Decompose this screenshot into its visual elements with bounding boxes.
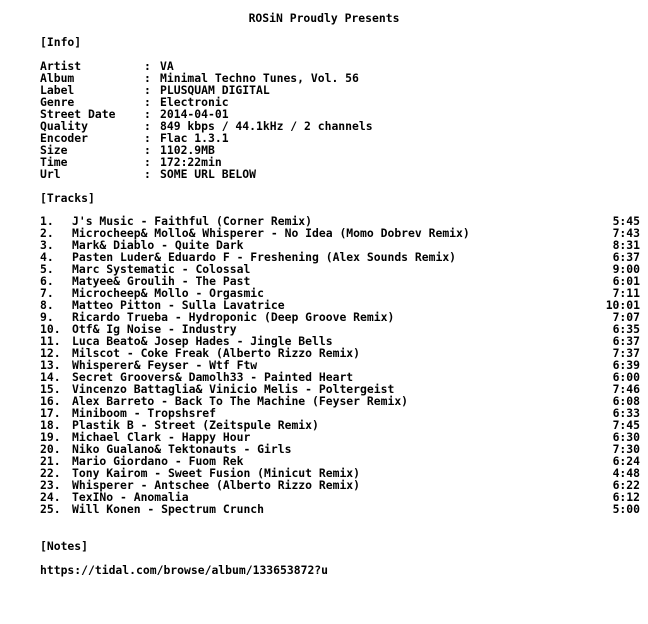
track-title: Vincenzo Battaglia& Vinicio Melis - Poltergeist — [72, 382, 395, 396]
info-separator: : — [144, 155, 151, 169]
info-separator: : — [144, 95, 151, 109]
track-number: 16. — [40, 394, 61, 408]
track-title: Ricardo Trueba - Hydroponic (Deep Groove Remix) — [72, 310, 395, 324]
track-title: Alex Barreto - Back To The Machine (Feyser Remix) — [72, 394, 409, 408]
info-key: Time — [40, 155, 68, 169]
track-row — [40, 503, 640, 515]
info-separator: : — [144, 167, 151, 181]
track-duration: 7:07 — [612, 310, 640, 324]
info-key: Album — [40, 71, 75, 85]
track-duration: 6:01 — [612, 274, 640, 288]
track-duration: 7:46 — [612, 382, 640, 396]
track-number: 25. — [40, 502, 61, 516]
track-number: 14. — [40, 370, 61, 384]
track-duration: 6:00 — [612, 370, 640, 384]
track-number: 3. — [40, 238, 54, 252]
track-title: Secret Groovers& Damolh33 - Painted Heart — [72, 370, 354, 384]
info-key: Genre — [40, 95, 75, 109]
track-title: Niko Gualano& Tektonauts - Girls — [72, 442, 292, 456]
track-duration: 6:37 — [612, 334, 640, 348]
info-key: Size — [40, 143, 68, 157]
info-value: PLUSQUAM DIGITAL — [160, 83, 270, 97]
track-number: 19. — [40, 430, 61, 444]
track-title: Pasten Luder& Eduardo F - Freshening (Alex Sounds Remix) — [72, 250, 457, 264]
info-value: SOME URL BELOW — [160, 167, 257, 181]
info-separator: : — [144, 71, 151, 85]
info-value: 1102.9MB — [160, 143, 215, 157]
track-title: Matyee& Groulih - The Past — [72, 274, 251, 288]
track-title: Microcheep& Mollo - Orgasmic — [72, 286, 265, 300]
track-duration: 7:37 — [612, 346, 640, 360]
track-duration: 6:33 — [612, 406, 640, 420]
track-title: Plastik B - Street (Zeitspule Remix) — [72, 418, 319, 432]
track-number: 5. — [40, 262, 54, 276]
track-duration: 10:01 — [605, 298, 640, 312]
track-duration: 9:00 — [612, 262, 640, 276]
track-duration: 6:37 — [612, 250, 640, 264]
track-title: Matteo Pitton - Sulla Lavatrice — [72, 298, 285, 312]
track-number: 6. — [40, 274, 54, 288]
info-value: 849 kbps / 44.1kHz / 2 channels — [160, 119, 373, 133]
track-number: 21. — [40, 454, 61, 468]
track-duration: 5:45 — [612, 214, 640, 228]
info-value: 172:22min — [160, 155, 222, 169]
info-key: Label — [40, 83, 75, 97]
track-number: 20. — [40, 442, 61, 456]
info-separator: : — [144, 143, 151, 157]
notes-section-heading: [Notes] — [40, 539, 89, 553]
track-duration: 4:48 — [612, 466, 640, 480]
track-number: 11. — [40, 334, 61, 348]
info-key: Street Date — [40, 107, 116, 121]
track-duration: 6:30 — [612, 430, 640, 444]
info-value: Electronic — [160, 95, 229, 109]
track-number: 7. — [40, 286, 54, 300]
track-number: 23. — [40, 478, 61, 492]
info-value: 2014-04-01 — [160, 107, 229, 121]
info-value: VA — [160, 59, 174, 73]
track-number: 12. — [40, 346, 61, 360]
info-separator: : — [144, 83, 151, 97]
track-title: Luca Beato& Josep Hades - Jingle Bells — [72, 334, 333, 348]
track-title: Michael Clark - Happy Hour — [72, 430, 251, 444]
info-separator: : — [144, 119, 151, 133]
info-separator: : — [144, 107, 151, 121]
track-title: Tony Kairom - Sweet Fusion (Minicut Remix) — [72, 466, 361, 480]
tracks-section-heading: [Tracks] — [40, 191, 95, 205]
track-title: Mario Giordano - Fuom Rek — [72, 454, 244, 468]
info-value: Minimal Techno Tunes, Vol. 56 — [160, 71, 359, 85]
track-title: Microcheep& Mollo& Whisperer - No Idea (Momo Dobrev Remix) — [72, 226, 470, 240]
track-duration: 5:00 — [612, 502, 640, 516]
track-duration: 6:12 — [612, 490, 640, 504]
track-duration: 6:24 — [612, 454, 640, 468]
track-duration: 6:22 — [612, 478, 640, 492]
track-number: 8. — [40, 298, 54, 312]
track-title: Miniboom - Tropshsref — [72, 406, 217, 420]
track-number: 18. — [40, 418, 61, 432]
track-number: 1. — [40, 214, 54, 228]
track-number: 10. — [40, 322, 61, 336]
track-title: Whisperer - Antschee (Alberto Rizzo Remix) — [72, 478, 361, 492]
page-title: ROSiN Proudly Presents — [248, 11, 400, 25]
track-number: 17. — [40, 406, 61, 420]
track-duration: 6:39 — [612, 358, 640, 372]
track-title: Whisperer& Feyser - Wtf Ftw — [72, 358, 258, 372]
info-key: Quality — [40, 119, 89, 133]
track-number: 24. — [40, 490, 61, 504]
track-duration: 6:35 — [612, 322, 640, 336]
info-key: Url — [40, 167, 61, 181]
track-number: 13. — [40, 358, 61, 372]
info-key: Artist — [40, 59, 82, 73]
track-number: 2. — [40, 226, 54, 240]
track-title: J's Music - Faithful (Corner Remix) — [72, 214, 313, 228]
track-duration: 7:30 — [612, 442, 640, 456]
track-title: Mark& Diablo - Quite Dark — [72, 238, 244, 252]
track-number: 22. — [40, 466, 61, 480]
info-separator: : — [144, 131, 151, 145]
info-separator: : — [144, 59, 151, 73]
track-title: Will Konen - Spectrum Crunch — [72, 502, 265, 516]
track-duration: 7:43 — [612, 226, 640, 240]
track-duration: 7:45 — [612, 418, 640, 432]
track-title: Marc Systematic - Colossal — [72, 262, 251, 276]
track-number: 4. — [40, 250, 54, 264]
track-title: Milscot - Coke Freak (Alberto Rizzo Remix) — [72, 346, 361, 360]
info-section-heading: [Info] — [40, 35, 82, 49]
notes-url: https://tidal.com/browse/album/133653872?u — [40, 563, 329, 577]
track-list — [40, 215, 640, 515]
track-number: 9. — [40, 310, 54, 324]
track-title: TexINo - Anomalia — [72, 490, 189, 504]
info-value: Flac 1.3.1 — [160, 131, 229, 145]
track-number: 15. — [40, 382, 61, 396]
info-key: Encoder — [40, 131, 89, 145]
track-title: Otf& Ig Noise - Industry — [72, 322, 237, 336]
track-duration: 7:11 — [612, 286, 640, 300]
track-duration: 6:08 — [612, 394, 640, 408]
track-duration: 8:31 — [612, 238, 640, 252]
